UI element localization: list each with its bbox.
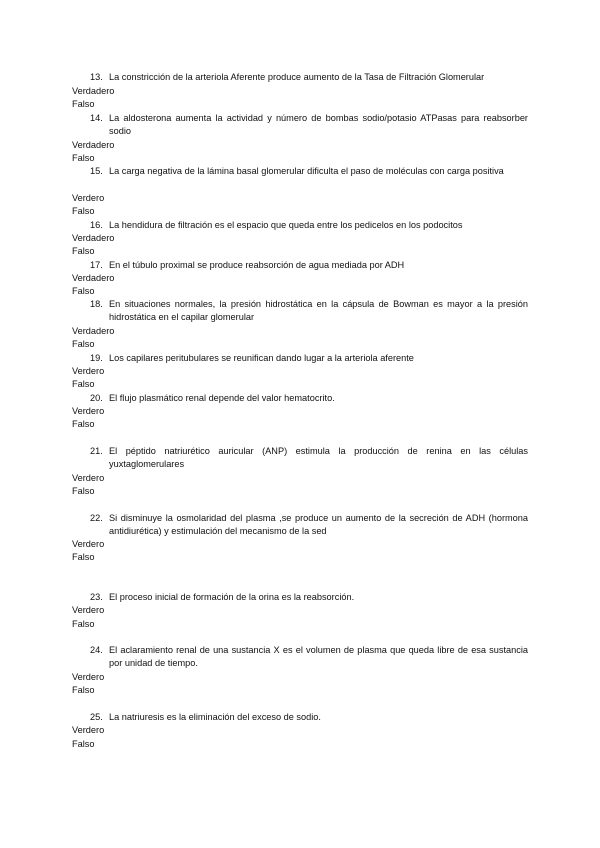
option-true[interactable]: Verdadero bbox=[72, 326, 115, 336]
option-false[interactable]: Falso bbox=[72, 206, 95, 216]
question-text: La carga negativa de la lámina basal glomerular dificulta el paso de moléculas con carga positiva bbox=[109, 166, 504, 176]
question-number: 25. bbox=[90, 712, 103, 722]
question-text: El péptido natriurético auricular (ANP) estimula la producción de renina en las células yuxtaglomerulares bbox=[109, 446, 528, 470]
question-17 bbox=[90, 259, 528, 272]
option-false[interactable]: Falso bbox=[72, 619, 95, 629]
question-21 bbox=[90, 445, 528, 472]
question-18 bbox=[90, 298, 528, 325]
question-number: 23. bbox=[90, 592, 103, 602]
option-false[interactable]: Falso bbox=[72, 99, 95, 109]
question-text: La natriuresis es la eliminación del exceso de sodio. bbox=[109, 712, 321, 722]
question-15 bbox=[90, 165, 528, 178]
option-true[interactable]: Verdero bbox=[72, 473, 105, 483]
question-number: 17. bbox=[90, 260, 103, 270]
option-false[interactable]: Falso bbox=[72, 379, 95, 389]
question-text: La aldosterona aumenta la actividad y número de bombas sodio/potasio ATPasas para reabsorber sodio bbox=[109, 113, 528, 137]
option-true[interactable]: Verdadero bbox=[72, 273, 115, 283]
question-text: El proceso inicial de formación de la orina es la reabsorción. bbox=[109, 592, 355, 602]
option-true[interactable]: Verdero bbox=[72, 725, 105, 735]
question-16 bbox=[90, 219, 528, 232]
option-true[interactable]: Verdadero bbox=[72, 233, 115, 243]
question-text: Si disminuye la osmolaridad del plasma ,se produce un aumento de la secreción de ADH (hormona antidiurética) y estimulación del mecanismo de la sed bbox=[109, 513, 528, 537]
question-number: 22. bbox=[90, 513, 103, 523]
option-true[interactable]: Verdero bbox=[72, 406, 105, 416]
question-number: 13. bbox=[90, 72, 103, 82]
option-false[interactable]: Falso bbox=[72, 685, 95, 695]
option-false[interactable]: Falso bbox=[72, 419, 95, 429]
question-number: 16. bbox=[90, 220, 103, 230]
question-number: 19. bbox=[90, 353, 103, 363]
question-text: Los capilares peritubulares se reunifican dando lugar a la arteriola aferente bbox=[109, 353, 414, 363]
option-true[interactable]: Verdero bbox=[72, 605, 105, 615]
option-true[interactable]: Verdero bbox=[72, 366, 105, 376]
option-false[interactable]: Falso bbox=[72, 486, 95, 496]
question-20 bbox=[90, 392, 528, 405]
option-false[interactable]: Falso bbox=[72, 153, 95, 163]
question-13 bbox=[90, 71, 528, 84]
option-false[interactable]: Falso bbox=[72, 339, 95, 349]
question-text: La hendidura de filtración es el espacio que queda entre los pedicelos en los podocitos bbox=[109, 220, 463, 230]
question-24 bbox=[90, 644, 528, 671]
option-true[interactable]: Verdero bbox=[72, 539, 105, 549]
option-true[interactable]: Verdadero bbox=[72, 140, 115, 150]
option-false[interactable]: Falso bbox=[72, 286, 95, 296]
question-text: En el túbulo proximal se produce reabsorción de agua mediada por ADH bbox=[109, 260, 405, 270]
option-false[interactable]: Falso bbox=[72, 552, 95, 562]
question-number: 20. bbox=[90, 393, 103, 403]
option-false[interactable]: Falso bbox=[72, 246, 95, 256]
option-true[interactable]: Verdadero bbox=[72, 86, 115, 96]
question-number: 14. bbox=[90, 113, 103, 123]
question-25 bbox=[90, 711, 528, 724]
option-true[interactable]: Verdero bbox=[72, 193, 105, 203]
question-text: La constricción de la arteriola Aferente produce aumento de la Tasa de Filtración Glomerular bbox=[109, 72, 485, 82]
question-number: 18. bbox=[90, 299, 103, 309]
question-text: En situaciones normales, la presión hidrostática en la cápsula de Bowman es mayor a la presión hidrostática en el capilar glomerular bbox=[109, 299, 528, 323]
question-23 bbox=[90, 591, 528, 604]
question-number: 24. bbox=[90, 645, 103, 655]
question-text: El flujo plasmático renal depende del valor hematocrito. bbox=[109, 393, 335, 403]
question-text: El aclaramiento renal de una sustancia X es el volumen de plasma que queda libre de esa sustancia por unidad de tiempo. bbox=[109, 645, 528, 669]
option-true[interactable]: Verdero bbox=[72, 672, 105, 682]
question-19 bbox=[90, 352, 528, 365]
option-false[interactable]: Falso bbox=[72, 739, 95, 749]
question-number: 15. bbox=[90, 166, 103, 176]
question-22 bbox=[90, 512, 528, 539]
question-14 bbox=[90, 112, 528, 139]
question-number: 21. bbox=[90, 446, 103, 456]
